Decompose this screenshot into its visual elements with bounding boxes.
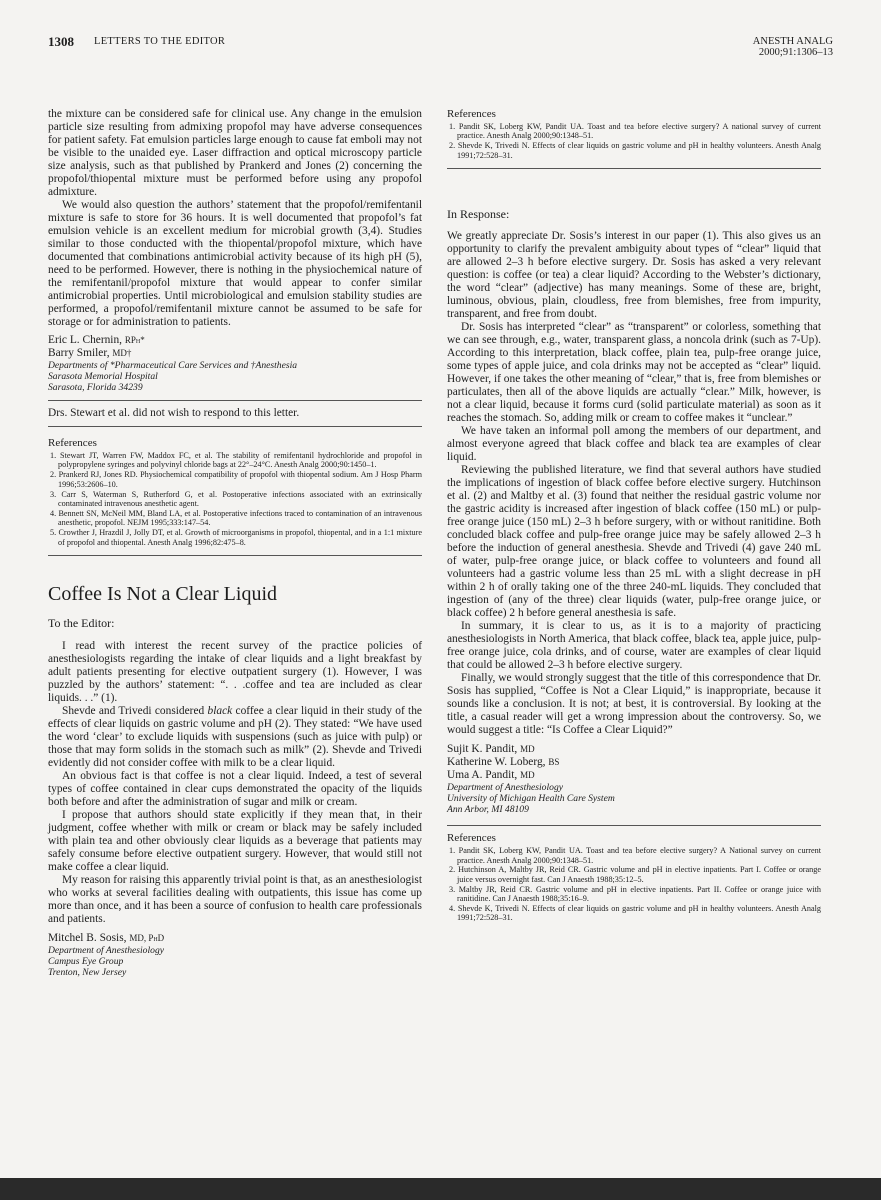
divider xyxy=(48,426,422,427)
journal-name: ANESTH ANALG xyxy=(752,36,833,47)
paragraph: I read with interest the recent survey of the practice policies of anesthesiologists regarding the intake of clear liquids and a light breakfast by adult patients presenting for elective outpatient surgery (1). However, I was puzzled by the authors’ statement: “. . .coffee and tea are included as clear liquids. . .” (1). xyxy=(48,640,422,705)
paragraph: An obvious fact is that coffee is not a clear liquid. Indeed, a test of several types of coffee contained in clear cups demonstrated the opacity of the liquids both before and after the administration of sugar and milk or cream. xyxy=(48,770,422,809)
reference-list xyxy=(48,451,422,547)
affiliation: University of Michigan Health Care System xyxy=(447,793,615,805)
page-number: 1308 xyxy=(48,34,74,49)
affiliation: Trenton, New Jersey xyxy=(48,967,127,979)
editor-note: Drs. Stewart et al. did not wish to respond to this letter. xyxy=(48,407,300,419)
right-column xyxy=(447,108,821,923)
paragraph: Finally, we would strongly suggest that the title of this correspondence that Dr. Sosis has supplied, “Coffee is Not a Clear Liquid,” is inappropriate, because it sounds like a conclusion. It is not; at best, it is controversial. By looking at the title, a casual reader will get a wrong impression about the controversy. So, we would suggest a title: “Is Coffee a Clear Liquid?” xyxy=(447,672,821,737)
paragraph: Reviewing the published literature, we find that several authors have studied the implications of ingestion of black coffee before elective surgery. Hutchinson et al. (2) and Maltby et al. (3) found that neither the residual gastric volume nor the gastric acidity is increased after ingestion of black coffee (150 mL) or pulp-free orange juice (150 mL) 2–3 h before surgery, with or without ranitidine. Both concluded black coffee and pulp-free orange juice may be safely allowed 2–3 h before the induction of general anesthesia. Shevde and Trivedi (4) gave 240 mL of water, pulp-free orange juice, or black coffee to volunteers and found all volunteers had a gastric volume less than 25 mL with a slight decrease in pH within 2 h of orally taking one of the three 240-mL liquids. They concluded that ingestion of (any of the three) clear liquids (water, pulp-free orange juice, or black coffee) 2 h before general anesthesia is safe. xyxy=(447,464,821,620)
in-response-heading: In Response: xyxy=(447,207,510,222)
paragraph: We greatly appreciate Dr. Sosis’s interest in our paper (1). This also gives us an opportunity to clarify the prevalent ambiguity about types of “clear” liquid that are allowed 2–3 h before elective surgery. Dr. Sosis has asked a very relevant question: is coffee (or tea) a clear liquid? According to the Webster’s dictionary, the word “clear” (adjective) has many meanings. Some of these are, bright, luminous, obvious, plain, cloudless, free from blemishes, free from impurity, transparent, and free from doubt. xyxy=(447,230,821,321)
affiliation: Departments of *Pharmaceutical Care Services and †Anesthesia xyxy=(48,360,298,371)
reference-item: 2. Hutchinson A, Maltby JR, Reid CR. Gastric volume and pH in elective inpatients. Part I. Coffee or orange juice versus overnight fast. Can J Anaesth 1988;35:12–5. xyxy=(449,865,821,884)
reference-item: 1. Pandit SK, Loberg KW, Pandit UA. Toast and tea before elective surgery? A National survey on current practice. Anesth Analg 2000;90:1348–51. xyxy=(449,846,821,865)
author-signature: Uma A. Pandit, MD xyxy=(447,769,535,782)
affiliation: Sarasota Memorial Hospital xyxy=(48,371,158,382)
reference-item: 4. Shevde K, Trivedi N. Effects of clear liquids on gastric volume and pH in healthy volunteers. Anesth Analg 1991;72:528–31. xyxy=(449,904,821,923)
running-section-title: LETTERS TO THE EDITOR xyxy=(94,36,226,47)
author-signature: Mitchel B. Sosis, MD, PhD xyxy=(48,932,165,945)
divider xyxy=(447,168,821,169)
paragraph: Dr. Sosis has interpreted “clear” as “transparent” or colorless, something that we can see through, e.g., water, transparent glass, a noncola drink (such as 7-Up). According to this interpretation, black coffee, plain tea, pulp-free orange juice, some types of apple juice, and cola drinks may not be accepted as “clear” liquid. However, if one takes the other meaning of “clear,” that is, free from blemishes or particulates, then all of the above liquids are actually “clear.” Milk, however, is not a clear liquid, because it forms curd (solid particulate material) as soon as it reaches the stomach. So, adding milk or cream to coffee makes it “unclear.” xyxy=(447,321,821,425)
paragraph: We have taken an informal poll among the members of our department, and almost everyone agreed that black coffee and black tea are examples of clear liquid. xyxy=(447,425,821,464)
paragraph: I propose that authors should state explicitly if they mean that, in their judgment, coffee whether with milk or cream or black may be safely included with plain tea and other obviously clear liquids as a beverage that patients may safely consume before elective outpatient surgery. However, that would still not make coffee a clear liquid. xyxy=(48,809,422,874)
reference-list xyxy=(447,122,821,160)
divider xyxy=(48,400,422,401)
paragraph: the mixture can be considered safe for clinical use. Any change in the emulsion particle size resulting from admixing propofol may have adverse consequences for patient safety. Fat emulsion particles large enough to cause fat emboli may not be visible to the unaided eye. Laser diffraction and optical microscopy particle size analysis, such as that published by Prankerd and Jones (2) concerning the propofol/thiopental mixture must be performed before using any propofol admixture. xyxy=(48,108,422,198)
scan-edge-bar xyxy=(0,1178,881,1200)
divider xyxy=(447,825,821,826)
paragraph: In summary, it is clear to us, as it is to a majority of practicing anesthesiologists in North America, that black coffee, black tea, apple juice, pulp-free orange juice, cola drinks, and of course, water are examples of clear liquid that could be allowed 2–3 h before elective surgery. xyxy=(447,620,821,672)
reference-item: 2. Shevde K, Trivedi N. Effects of clear liquids on gastric volume and pH in healthy volunteers. Anesth Analg 1991;72:528–31. xyxy=(449,141,821,160)
references-heading: References xyxy=(447,832,496,845)
signature-block xyxy=(447,743,821,815)
article-title: Coffee Is Not a Clear Liquid xyxy=(48,583,278,606)
author-signature: Barry Smiler, MD† xyxy=(48,347,132,359)
paragraph: We would also question the authors’ statement that the propofol/remifentanil mixture is safe to store for 36 hours. It is well documented that propofol’s fat emulsion vehicle is an excellent medium for microbial growth (3,4). Studies similar to those conducted with the thiopental/propofol mixture, which have documented that combinations antimicrobial activity because of its high pH (5), need to be performed. However, there is nothing in the physiochemical nature of the remifentanil/propofol mixture that would appear to confer similar antimicrobial properties. Until microbiological and emulsion stability studies are performed, a propofol/remifentanil mixture cannot be assumed to be safe for storage or for administration to patients. xyxy=(48,199,422,328)
reference-list xyxy=(447,846,821,923)
affiliation: Campus Eye Group xyxy=(48,956,124,968)
left-column xyxy=(48,108,422,978)
affiliation: Sarasota, Florida 34239 xyxy=(48,382,143,393)
references-heading: References xyxy=(447,108,496,120)
reference-item: 2. Prankerd RJ, Jones RD. Physiochemical compatibility of propofol with thiopental sodium. Am J Hosp Pharm 1996;53:2606–10. xyxy=(50,470,422,489)
divider xyxy=(48,555,422,556)
reference-item: 4. Bennett SN, McNeil MM, Bland LA, et al. Postoperative infections traced to contamination of an intravenous anesthetic, propofol. NEJM 1995;333:147–54. xyxy=(50,508,422,528)
reference-item: 5. Crowther J, Hrazdil J, Jolly DT, et al. Growth of microorganisms in propofol, thiopental, and in a 1:1 mixture of propofol and thiopental. Anesth Analg 1996;82:475–8. xyxy=(50,528,422,547)
author-signature: Sujit K. Pandit, MD xyxy=(447,743,535,756)
reference-item: 1. Stewart JT, Warren FW, Maddox FC, et al. The stability of remifentanil hydrochloride and propofol in polypropylene syringes and polyvinyl chloride bags at 22°–24°C. Anesth Analg 2000;90:1450–1. xyxy=(50,451,422,470)
reference-item: 3. Carr S, Waterman S, Rutherford G, et al. Postoperative infections associated with an extrinsically contaminated intravenous anesthetic agent. xyxy=(50,489,422,509)
paragraph: My reason for raising this apparently trivial point is that, as an anesthesiologist who works at several facilities dealing with outpatients, this issue has come up more than once, and it has been a source of confusion to health care professionals and patients. xyxy=(48,874,422,926)
affiliation: Department of Anesthesiology xyxy=(447,782,563,794)
affiliation: Ann Arbor, MI 48109 xyxy=(447,804,529,816)
author-signature: Eric L. Chernin, RPh* xyxy=(48,334,145,346)
author-signature: Katherine W. Loberg, BS xyxy=(447,756,560,769)
reference-item: 1. Pandit SK, Loberg KW, Pandit UA. Toast and tea before elective surgery? A national survey of current practice. Anesth Analg 2000;90:1348–51. xyxy=(449,122,821,141)
journal-info xyxy=(753,36,833,58)
signature-block xyxy=(48,334,422,393)
affiliation: Department of Anesthesiology xyxy=(48,945,164,957)
paragraph: Shevde and Trivedi considered black coffee a clear liquid in their study of the effects of clear liquids on gastric volume and pH (2). They stated: “We have used the word ‘clear’ to exclude liquids with suspensions (such as juice with pulp) or those that may form solids in the stomach such as milk” (2). Shevde and Trivedi evidently did not consider coffee with milk to be a clear liquid. xyxy=(48,705,422,770)
salutation: To the Editor: xyxy=(48,616,115,631)
reference-item: 3. Maltby JR, Reid CR. Gastric volume and pH in elective inpatients. Part II. Coffee or orange juice with ranitidine. Can J Anaesth 1988;35:16–9. xyxy=(449,884,821,904)
signature-block xyxy=(48,932,422,978)
references-heading: References xyxy=(48,437,97,449)
page-header xyxy=(48,34,833,64)
journal-citation: 2000;91:1306–13 xyxy=(758,47,833,58)
